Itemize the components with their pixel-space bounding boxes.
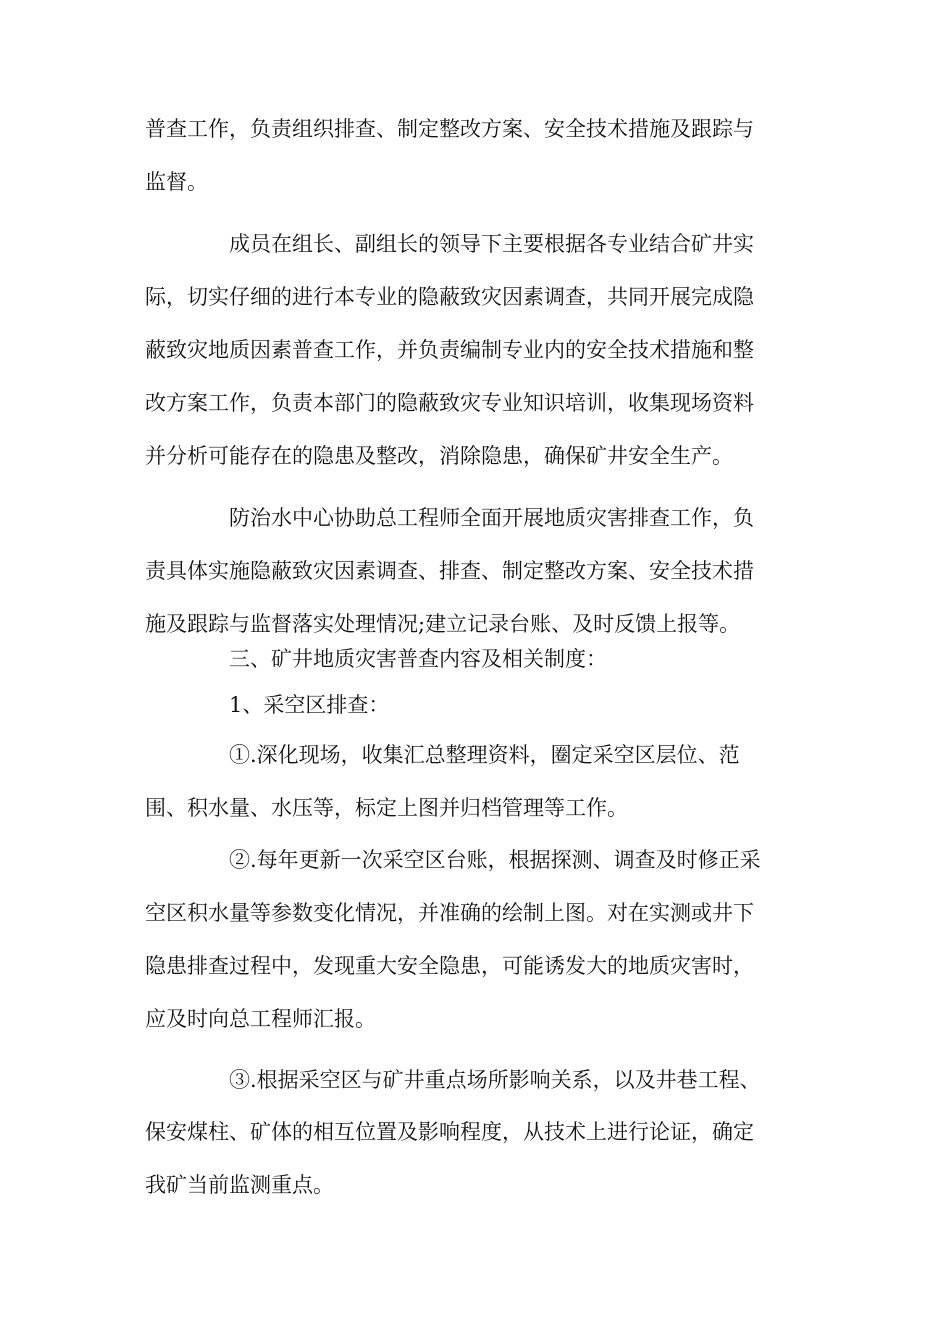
text-line: 蔽致灾地质因素普查工作，并负责编制专业内的安全技术措施和整 xyxy=(145,338,754,362)
text-line: 空区积水量等参数变化情况，并准确的绘制上图。对在实测或井下 xyxy=(145,901,754,925)
text-line: 监督。 xyxy=(145,170,208,194)
subsection-heading: 1、采空区排查： xyxy=(229,693,390,717)
text-line: 施及跟踪与监督落实处理情况;建立记录台账、及时反馈上报等。 xyxy=(145,612,741,636)
text-line: 我矿当前监测重点。 xyxy=(145,1173,334,1197)
paragraph-start-line: 防治水中心协助总工程师全面开展地质灾害排查工作，负 xyxy=(229,506,754,530)
text-line: 应及时向总工程师汇报。 xyxy=(145,1007,376,1031)
paragraph-start-line: ③.根据采空区与矿井重点场所影响关系，以及井巷工程、 xyxy=(229,1068,761,1092)
paragraph-start-line: ②.每年更新一次采空区台账，根据探测、调查及时修正采 xyxy=(229,848,761,872)
paragraph-start-line: 成员在组长、副组长的领导下主要根据各专业结合矿井实 xyxy=(229,232,754,256)
text-line: 责具体实施隐蔽致灾因素调查、排查、制定整改方案、安全技术措 xyxy=(145,559,754,583)
text-line: 并分析可能存在的隐患及整改，消除隐患，确保矿井安全生产。 xyxy=(145,444,733,468)
text-line: 围、积水量、水压等，标定上图并归档管理等工作。 xyxy=(145,796,628,820)
paragraph-start-line: ①.深化现场，收集汇总整理资料，圈定采空区层位、范 xyxy=(229,743,740,767)
text-line: 隐患排查过程中，发现重大安全隐患，可能诱发大的地质灾害时， xyxy=(145,954,754,978)
text-line: 改方案工作，负责本部门的隐蔽致灾专业知识培训，收集现场资料 xyxy=(145,391,754,415)
text-line: 保安煤柱、矿体的相互位置及影响程度，从技术上进行论证，确定 xyxy=(145,1120,754,1144)
text-line: 普查工作，负责组织排查、制定整改方案、安全技术措施及跟踪与 xyxy=(145,117,754,141)
text-line: 际，切实仔细的进行本专业的隐蔽致灾因素调查，共同开展完成隐 xyxy=(145,285,754,309)
section-heading: 三、矿井地质灾害普查内容及相关制度： xyxy=(229,647,607,671)
